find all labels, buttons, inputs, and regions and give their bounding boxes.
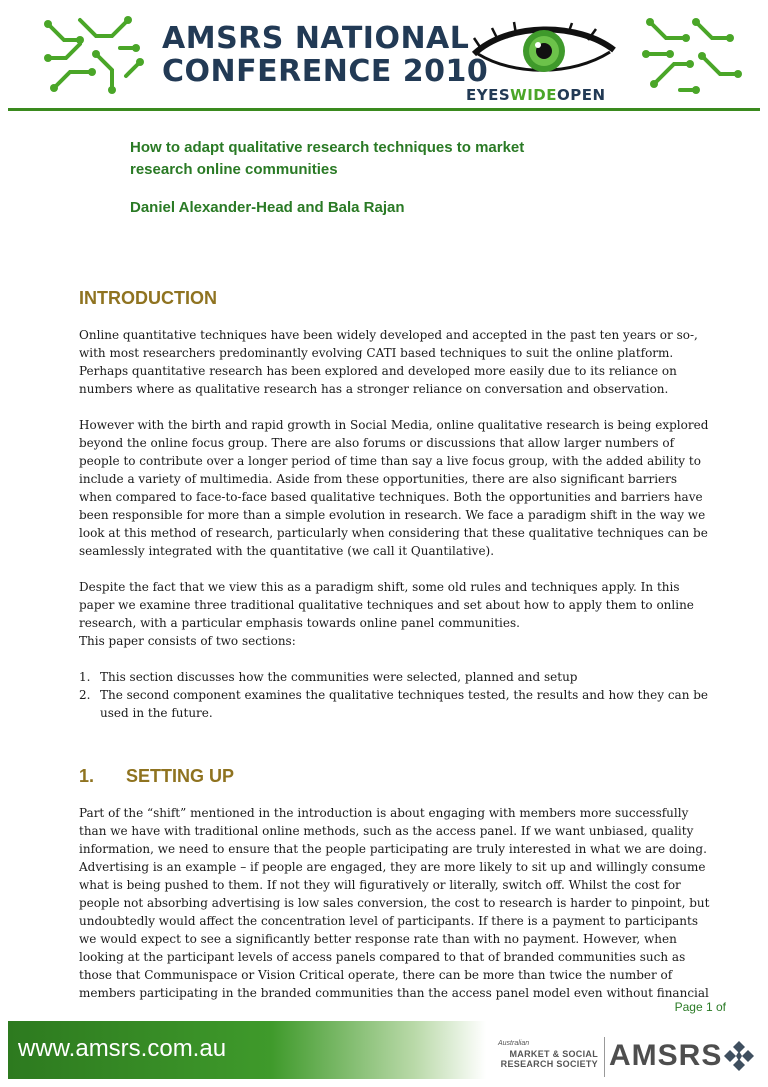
conference-title-line2: CONFERENCE 2010 bbox=[162, 54, 489, 89]
tagline-part2: WIDE bbox=[510, 86, 557, 104]
paper-title-line2: research online communities bbox=[130, 161, 338, 178]
page-footer bbox=[0, 1017, 768, 1087]
intro-paragraph-3: Despite the fact that we view this as a paradigm shift, some old rules and techniques apply. In this paper we examine three traditional qualitative techniques and set about how to apply them to online research, with a particular emphasis towards online panel communities. bbox=[79, 580, 694, 630]
setting-up-heading bbox=[79, 766, 234, 787]
header-divider bbox=[8, 108, 760, 111]
list-item bbox=[79, 668, 712, 686]
list-item bbox=[79, 686, 712, 722]
society-name-line2: MARKET & SOCIAL bbox=[509, 1049, 598, 1059]
society-name-line3: RESEARCH SOCIETY bbox=[500, 1059, 598, 1069]
tagline-part1: EYES bbox=[466, 86, 511, 104]
paper-title bbox=[130, 137, 610, 181]
diamond-mark-icon bbox=[724, 1039, 754, 1073]
intro-paragraph-4: This paper consists of two sections: bbox=[79, 634, 296, 648]
eye-logo-icon bbox=[468, 20, 618, 82]
section-title: SETTING UP bbox=[126, 766, 235, 786]
setting-up-paragraph-1: Part of the “shift” mentioned in the introduction is about engaging with members more successfully than we have with traditional online methods, such as the access panel. If we want unbiased, quality information, we need to ensure that the people participating are truly interested in what we are doing. Advertising is an example – if people are engaged, they are more likely to sit up and willingly consume what is being pushed to them. If not they will figuratively or literally, switch off. Whilst the cost for people not absorbing advertising is low sales conversion, the cost to research is harder to pinpoint, but undoubtedly would affect the concentration level of participants. If there is a payment to participants we would expect to see a significantly better response rate than with no payment. However, when looking at the participant levels of access panels compared to that of branded communities such as those that Communispace or Vision Critical operate, there can be more than twice the number of members participating in the branded communities than the access panel model even without financial bbox=[79, 806, 710, 1000]
footer-url: www.amsrs.com.au bbox=[18, 1035, 227, 1062]
setting-up-body bbox=[79, 804, 712, 1002]
intro-paragraph-2: However with the birth and rapid growth in Social Media, online qualitative research is being explored beyond the online focus group. There are also forums or discussions that allow larger numbers of people to contribute over a longer period of time than say a live focus group, with the added ability to include a variety of multimedia. Aside from these opportunities, there are also significant barriers when compared to face-to-face based qualitative techniques. Both the opportunities and barriers have been responsible for more than a simple evolution in research. We face a paradigm shift in the way we look at this method of research, particularly when considering that these qualitative techniques can be seamlessly integrated with the quantitative (we call it Quantilative). bbox=[79, 418, 709, 558]
section-number: 1. bbox=[79, 766, 95, 786]
list-item-text: The second component examines the qualitative techniques tested, the results and how they can be used in the future. bbox=[100, 688, 709, 720]
introduction-heading: INTRODUCTION bbox=[79, 288, 217, 308]
paper-title-line1: How to adapt qualitative research techniques to market bbox=[130, 139, 525, 156]
conference-title-line1: AMSRS NATIONAL bbox=[162, 21, 470, 56]
paper-authors: Daniel Alexander-Head and Bala Rajan bbox=[130, 199, 405, 216]
page-number: Page 1 of bbox=[674, 1000, 726, 1014]
conference-tagline bbox=[466, 86, 606, 104]
introduction-body bbox=[79, 326, 712, 722]
conference-header bbox=[0, 0, 768, 118]
conference-title bbox=[162, 22, 488, 88]
footer-divider bbox=[604, 1037, 605, 1077]
sections-list bbox=[79, 668, 712, 722]
amsrs-logo: AMSRS bbox=[609, 1039, 723, 1072]
intro-paragraph-1: Online quantitative techniques have been widely developed and accepted in the past ten years or so-, with most researchers predominantly evolving CATI based techniques to suit the online platform. Perhaps quantitative research has been explored and developed more easily due to its reliance on numbers where as qualitative research has a stronger reliance on conversation and observation. bbox=[79, 328, 698, 396]
list-item-number: 2. bbox=[79, 688, 91, 702]
society-name-line1: Australian bbox=[498, 1040, 530, 1047]
list-item-text: This section discusses how the communities were selected, planned and setup bbox=[100, 670, 578, 684]
circuit-logo-left-icon bbox=[40, 14, 152, 102]
list-item-number: 1. bbox=[79, 670, 91, 684]
society-name bbox=[496, 1039, 598, 1069]
circuit-logo-right-icon bbox=[640, 14, 752, 102]
tagline-part3: OPEN bbox=[557, 86, 606, 104]
